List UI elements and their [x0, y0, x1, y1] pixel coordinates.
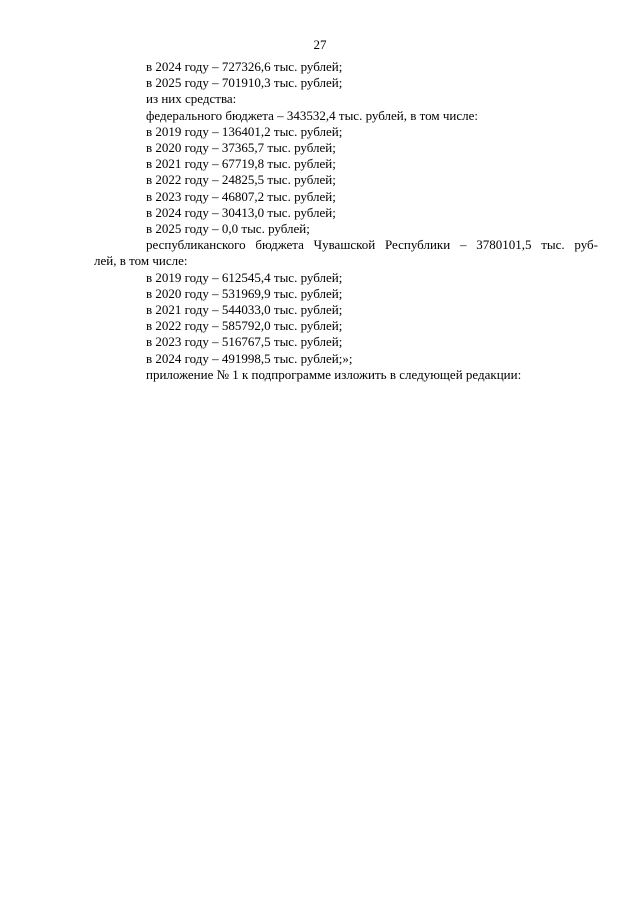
page-number: 27 — [313, 37, 327, 52]
text-line: в 2020 году – 531969,9 тыс. рублей; — [146, 285, 343, 301]
text-line: в 2021 году – 544033,0 тыс. рублей; — [146, 302, 343, 318]
text-line: приложение № 1 к подпрограмме изложить в следующей редакции: — [146, 366, 522, 382]
text-line: в 2019 году – 612545,4 тыс. рублей; — [146, 269, 343, 285]
text-line: в 2025 году – 701910,3 тыс. рублей; — [146, 75, 343, 91]
text-line: в 2020 году – 37365,7 тыс. рублей; — [146, 140, 336, 156]
text-line: в 2023 году – 46807,2 тыс. рублей; — [146, 188, 336, 204]
text-line: из них средства: — [146, 91, 237, 107]
text-line: в 2021 году – 67719,8 тыс. рублей; — [146, 156, 336, 172]
text-line: в 2022 году – 585792,0 тыс. рублей; — [146, 318, 343, 334]
text-line: в 2024 году – 727326,6 тыс. рублей; — [146, 59, 343, 74]
text-line: лей, в том числе: — [94, 253, 188, 269]
text-line: в 2019 году – 136401,2 тыс. рублей; — [146, 123, 343, 139]
text-line: в 2023 году – 516767,5 тыс. рублей; — [146, 334, 343, 350]
text-line: республиканского бюджета Чувашской Республики – 3780101,5 тыс. руб- — [146, 237, 598, 253]
text-line: в 2022 году – 24825,5 тыс. рублей; — [146, 172, 336, 188]
document-body — [94, 59, 598, 383]
text-line: в 2024 году – 491998,5 тыс. рублей;»; — [146, 350, 353, 366]
text-line: в 2025 году – 0,0 тыс. рублей; — [146, 221, 310, 237]
text-line: федерального бюджета – 343532,4 тыс. рублей, в том числе: — [146, 107, 479, 123]
text-line: в 2024 году – 30413,0 тыс. рублей; — [146, 204, 336, 220]
